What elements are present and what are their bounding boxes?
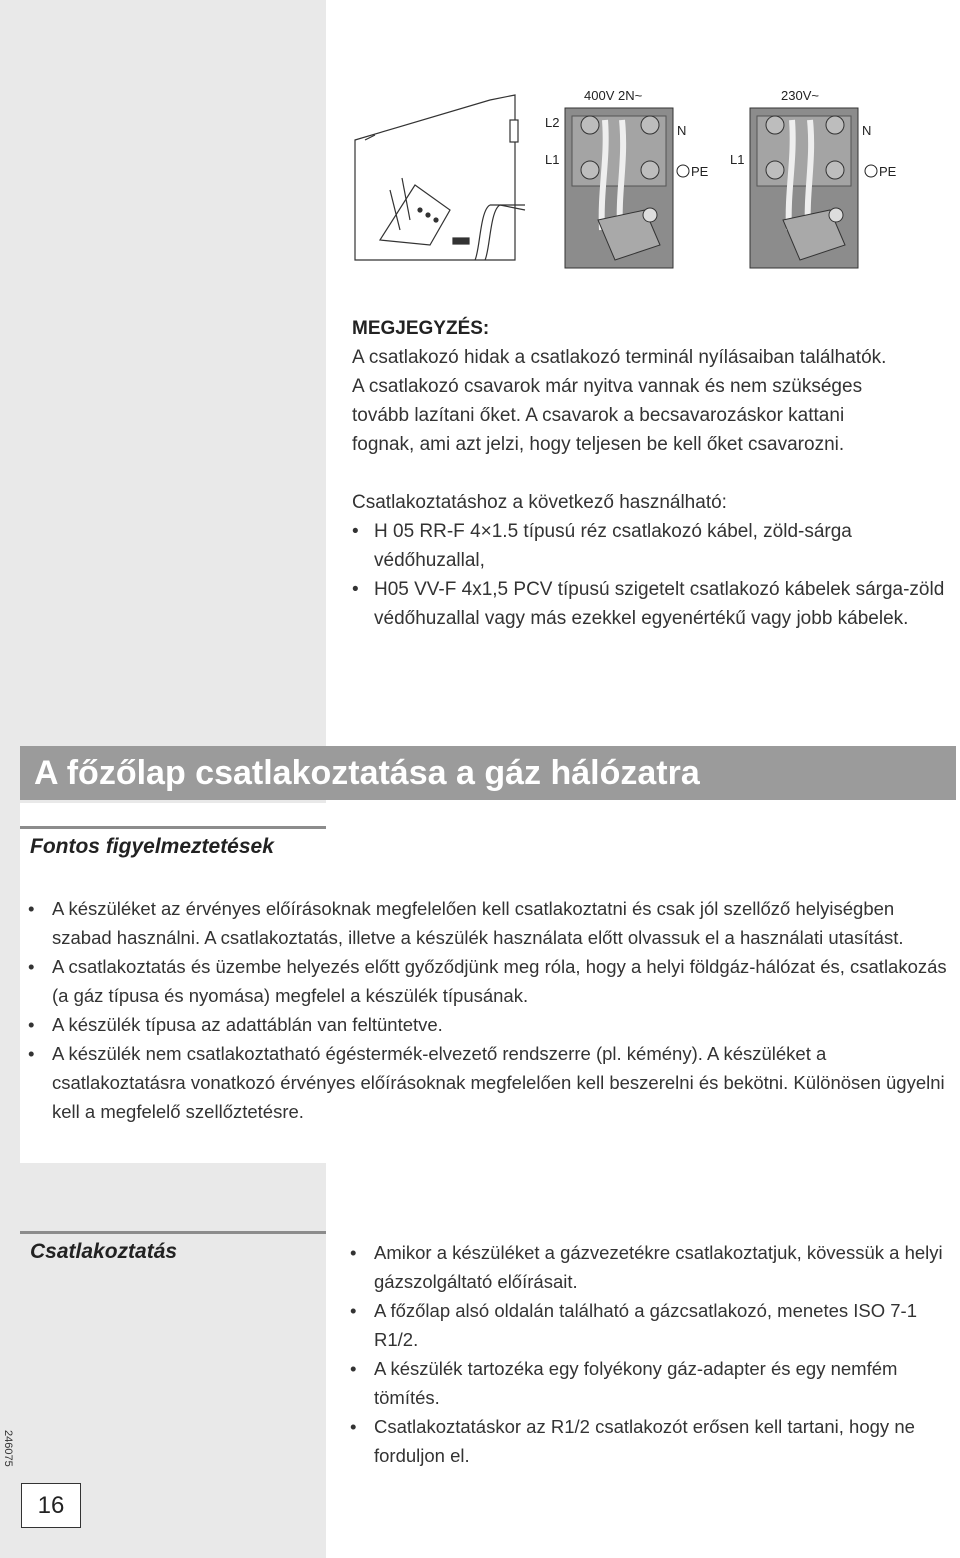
list-item: • A csatlakoztatás és üzembe helyezés előtt győződjünk meg róla, hogy a helyi földgáz-hálózat és, csatlakozás (a gáz típusa és nyomása) megfelel a készülék típusának. [28,952,948,1010]
document-code: 246075 [2,1430,14,1467]
section-title-bar [20,746,956,800]
connection-heading: Csatlakoztatás [30,1240,178,1263]
list-item: • H05 VV-F 4x1,5 PCV típusú szigetelt csatlakozó kábelek sárga-zöld védőhuzallal vagy más ezekkel egyenértékű vagy jobb kábelek. [352,575,952,633]
label-l1-right: L1 [730,152,745,167]
label-n-right: N [862,123,872,138]
list-item: • A főzőlap alsó oldalán található a gázcsatlakozó, menetes ISO 7-1 R1/2. [350,1296,956,1354]
connection-list [350,1238,956,1470]
note-line: fognak, ami azt jelzi, hogy teljesen be kell őket csavarozni. [352,434,845,455]
label-n-left: N [677,123,687,138]
wiring-diagram [340,80,930,290]
list-item: • Csatlakoztatáskor az R1/2 csatlakozót erősen kell tartani, hogy ne forduljon el. [350,1412,956,1470]
hob-underside-sketch [355,95,525,260]
warnings-heading: Fontos figyelmeztetések [30,835,274,858]
list-item: • A készüléket az érvényes előírásoknak megfelelően kell csatlakoztatni és csak jól szellőző helyiségben szabad használni. A csatlakoztatás, illetve a készülék használata előtt olvassuk el a használati utasítást. [28,894,948,952]
label-pe-left: PE [691,164,709,179]
cable-list [352,517,952,633]
label-l2: L2 [545,115,560,130]
list-item: • Amikor a készüléket a gázvezetékre csatlakoztatjuk, kövessük a helyi gázszolgáltató előírásait. [350,1238,956,1296]
voltage-label-400v: 400V 2N~ [584,88,643,103]
section-title: A főzőlap csatlakoztatása a gáz hálózatra [34,754,700,792]
connection-subheading-block [20,1231,326,1270]
ground-icon [677,165,689,177]
note-block [352,314,952,633]
list-item: • A készülék nem csatlakoztatható égéstermék-elvezető rendszerre (pl. kémény). A készüléket a csatlakoztatásra vonatkozó érvényes előírásoknak megfelelően kell beszerelni és bekötni. Különösen ügyelni kell a megfelelő szellőztetésre. [28,1039,948,1126]
warnings-subheading-block [20,826,326,865]
note-line: A csatlakozó hidak a csatlakozó terminál nyílásaiban találhatók. [352,347,887,368]
cable-intro: Csatlakoztatáshoz a következő használható: [352,492,727,513]
list-item: • A készülék tartozéka egy folyékony gáz-adapter és egy nemfém tömítés. [350,1354,956,1412]
note-line: A csatlakozó csavarok már nyitva vannak és nem szükséges [352,376,863,397]
warnings-list [28,894,948,1126]
list-item: • A készülék típusa az adattáblán van feltüntetve. [28,1010,948,1039]
note-line: tovább lazítani őket. A csavarok a becsavarozáskor kattani [352,405,845,426]
terminal-block-400v [565,108,673,268]
terminal-block-230v [750,108,858,268]
list-item: • H 05 RR-F 4×1.5 típusú réz csatlakozó kábel, zöld-sárga védőhuzallal, [352,517,952,575]
ground-icon [865,165,877,177]
note-heading: MEGJEGYZÉS: [352,318,490,339]
label-pe-right: PE [879,164,897,179]
voltage-label-230v: 230V~ [781,88,819,103]
page-number: 16 [21,1483,81,1528]
label-l1-left: L1 [545,152,560,167]
